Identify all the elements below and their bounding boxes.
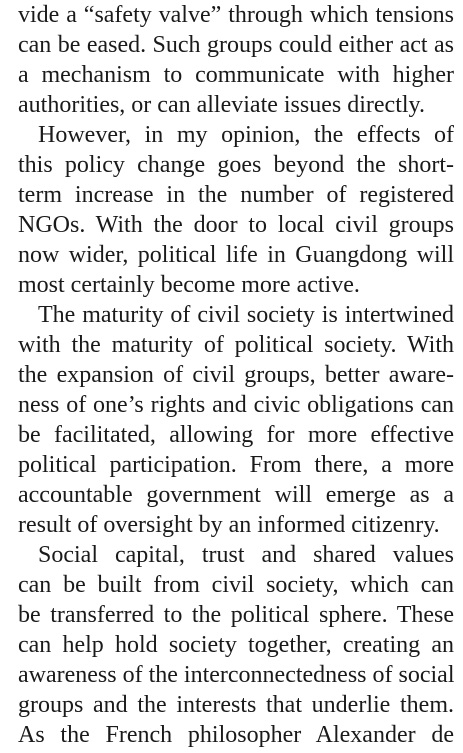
text-line-22: can help hold society together, creating an [18, 632, 454, 658]
text-line-7: term increase in the number of registered [18, 182, 454, 208]
text-line-13: the expansion of civil groups, better aware- [18, 362, 454, 388]
text-line-18: result of oversight by an informed citizenry. [18, 512, 440, 538]
text-line-9: now wider, political life in Guangdong will [18, 242, 454, 268]
text-line-21: be transferred to the political sphere. These [18, 602, 454, 628]
text-line-1: vide a “safety valve” through which tensions [18, 2, 454, 28]
text-line-19: Social capital, trust and shared values [38, 542, 454, 568]
text-line-17: accountable government will emerge as a [18, 482, 454, 508]
text-line-3: a mechanism to communicate with higher [18, 62, 454, 88]
text-line-10: most certainly become more active. [18, 272, 360, 298]
text-line-24: groups and the interests that underlie them. [18, 692, 454, 718]
text-line-20: can be built from civil society, which can [18, 572, 454, 598]
text-line-25: As the French philosopher Alexander de [18, 722, 454, 748]
text-line-2: can be eased. Such groups could either act as [18, 32, 454, 58]
text-line-5: However, in my opinion, the effects of [38, 122, 454, 148]
text-line-11: The maturity of civil society is intertwined [38, 302, 454, 328]
text-line-6: this policy change goes beyond the short- [18, 152, 454, 178]
text-line-14: ness of one’s rights and civic obligations can [18, 392, 454, 418]
text-line-23: awareness of the interconnectedness of social [18, 662, 454, 688]
text-line-15: be facilitated, allowing for more effective [18, 422, 454, 448]
text-line-4: authorities, or can alleviate issues directly. [18, 92, 425, 118]
text-line-12: with the maturity of political society. With [18, 332, 454, 358]
text-line-16: political participation. From there, a more [18, 452, 454, 478]
text-line-8: NGOs. With the door to local civil groups [18, 212, 454, 238]
